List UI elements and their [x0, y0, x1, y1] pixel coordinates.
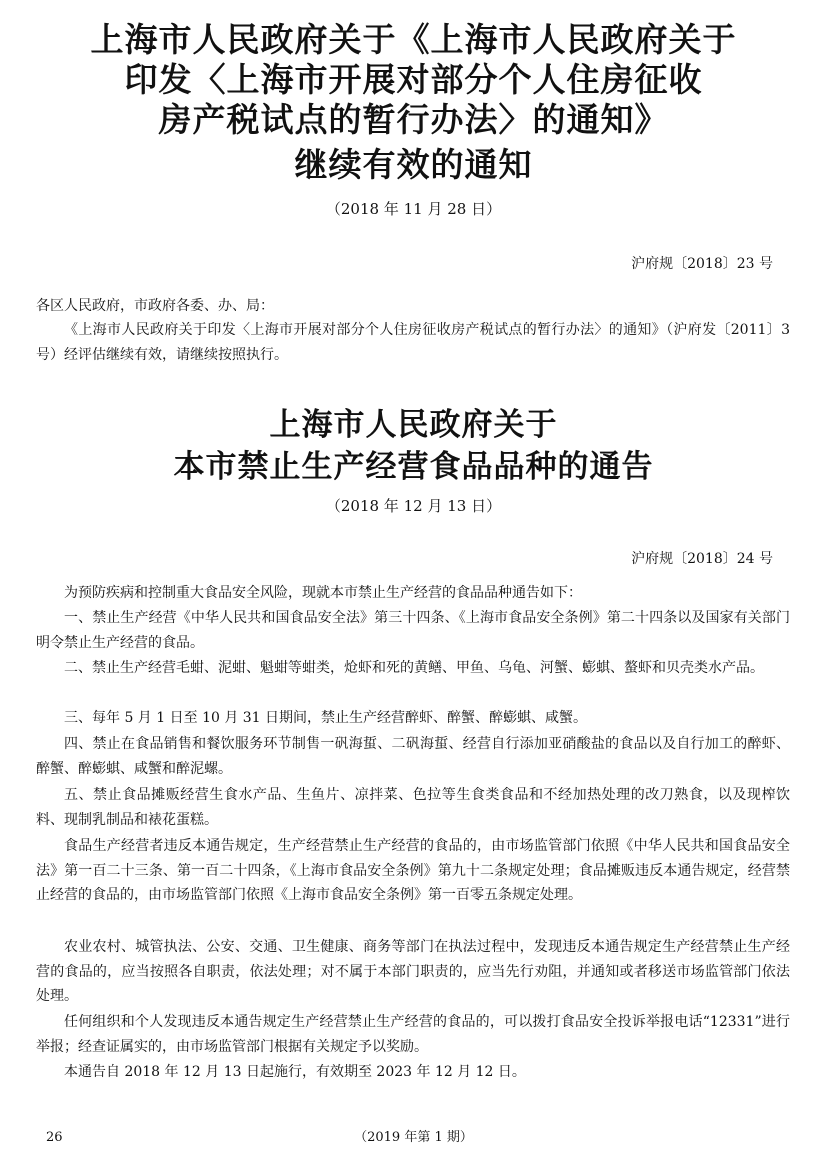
footer-issue: （2019 年第 1 期）	[354, 1130, 473, 1145]
notice2-paragraph: 一、禁止生产经营《中华人民共和国食品安全法》第三十四条、《上海市食品安全条例》第二十四条以及国家有关部门明令禁止生产经营的食品。	[36, 610, 790, 651]
notice2-paragraph: 食品生产经营者违反本通告规定，生产经营禁止生产经营的食品的，由市场监管部门依照《中华人民共和国食品安全法》第一百二十三条、第一百二十四条，《上海市食品安全条例》第九十二条规定处理；食品摊贩违反本通告规定，经营禁止经营的食品的，由市场监管部门依照《上海市食品安全条例》第一百零五条规定处理。	[36, 838, 790, 904]
footer-page-number: 26	[46, 1130, 63, 1145]
notice2-paragraph: 三、每年 5 月 1 日至 10 月 31 日期间，禁止生产经营醉虾、醉蟹、醉蟛蜞、咸蟹。	[64, 710, 588, 726]
notice1-title-line-4: 继续有效的通知	[294, 145, 533, 184]
notice2-paragraph: 五、禁止食品摊贩经营生食水产品、生鱼片、凉拌菜、色拉等生食类食品和不经加热处理的改刀熟食，以及现榨饮料、现制乳制品和裱花蛋糕。	[36, 787, 790, 828]
notice1-title-line-2: 印发〈上海市开展对部分个人住房征收	[124, 60, 703, 99]
notice2-title-line-1: 上海市人民政府关于	[269, 407, 558, 443]
notice1-title-line-3: 房产税试点的暂行办法〉的通知》	[158, 100, 669, 139]
notice1-doc-number: 沪府规〔2018〕23 号	[631, 256, 773, 272]
notice2-title-line-2: 本市禁止生产经营食品品种的通告	[173, 449, 654, 485]
notice2-paragraph: 为预防疾病和控制重大食品安全风险，现就本市禁止生产经营的食品品种通告如下：	[64, 585, 582, 601]
notice2-paragraph: 四、禁止在食品销售和餐饮服务环节制售一矾海蜇、二矾海蜇、经营自行添加亚硝酸盐的食品以及自行加工的醉虾、醉蟹、醉蟛蜞、咸蟹和醉泥螺。	[36, 736, 790, 777]
notice1-addressee: 各区人民政府，市政府各委、办、局：	[36, 298, 274, 314]
notice2-paragraph: 二、禁止生产经营毛蚶、泥蚶、魁蚶等蚶类，炝虾和死的黄鳝、甲鱼、乌龟、河蟹、蟛蜞、螯虾和贝壳类水产品。	[64, 660, 764, 676]
notice1-date: （2018 年 11 月 28 日）	[325, 200, 502, 218]
notice1-title-line-1: 上海市人民政府关于《上海市人民政府关于	[90, 20, 737, 59]
notice2-paragraph: 本通告自 2018 年 12 月 13 日起施行，有效期至 2023 年 12 月 12 日。	[64, 1064, 526, 1080]
notice2-date: （2018 年 12 月 13 日）	[325, 497, 502, 515]
notice1-body: 《上海市人民政府关于印发〈上海市开展对部分个人住房征收房产税试点的暂行办法〉的通知》（沪府发〔2011〕3 号）经评估继续有效，请继续按照执行。	[36, 322, 790, 363]
notice2-paragraph: 任何组织和个人发现违反本通告规定生产经营禁止生产经营的食品的，可以拨打食品安全投诉举报电话“12331”进行举报；经查证属实的，由市场监管部门根据有关规定予以奖励。	[36, 1014, 790, 1055]
notice2-doc-number: 沪府规〔2018〕24 号	[631, 551, 773, 567]
notice2-paragraph: 农业农村、城管执法、公安、交通、卫生健康、商务等部门在执法过程中，发现违反本通告规定生产经营禁止生产经营的食品的，应当按照各自职责，依法处理；对不属于本部门职责的，应当先行劝阻，并通知或者移送市场监管部门依法处理。	[36, 939, 790, 1005]
